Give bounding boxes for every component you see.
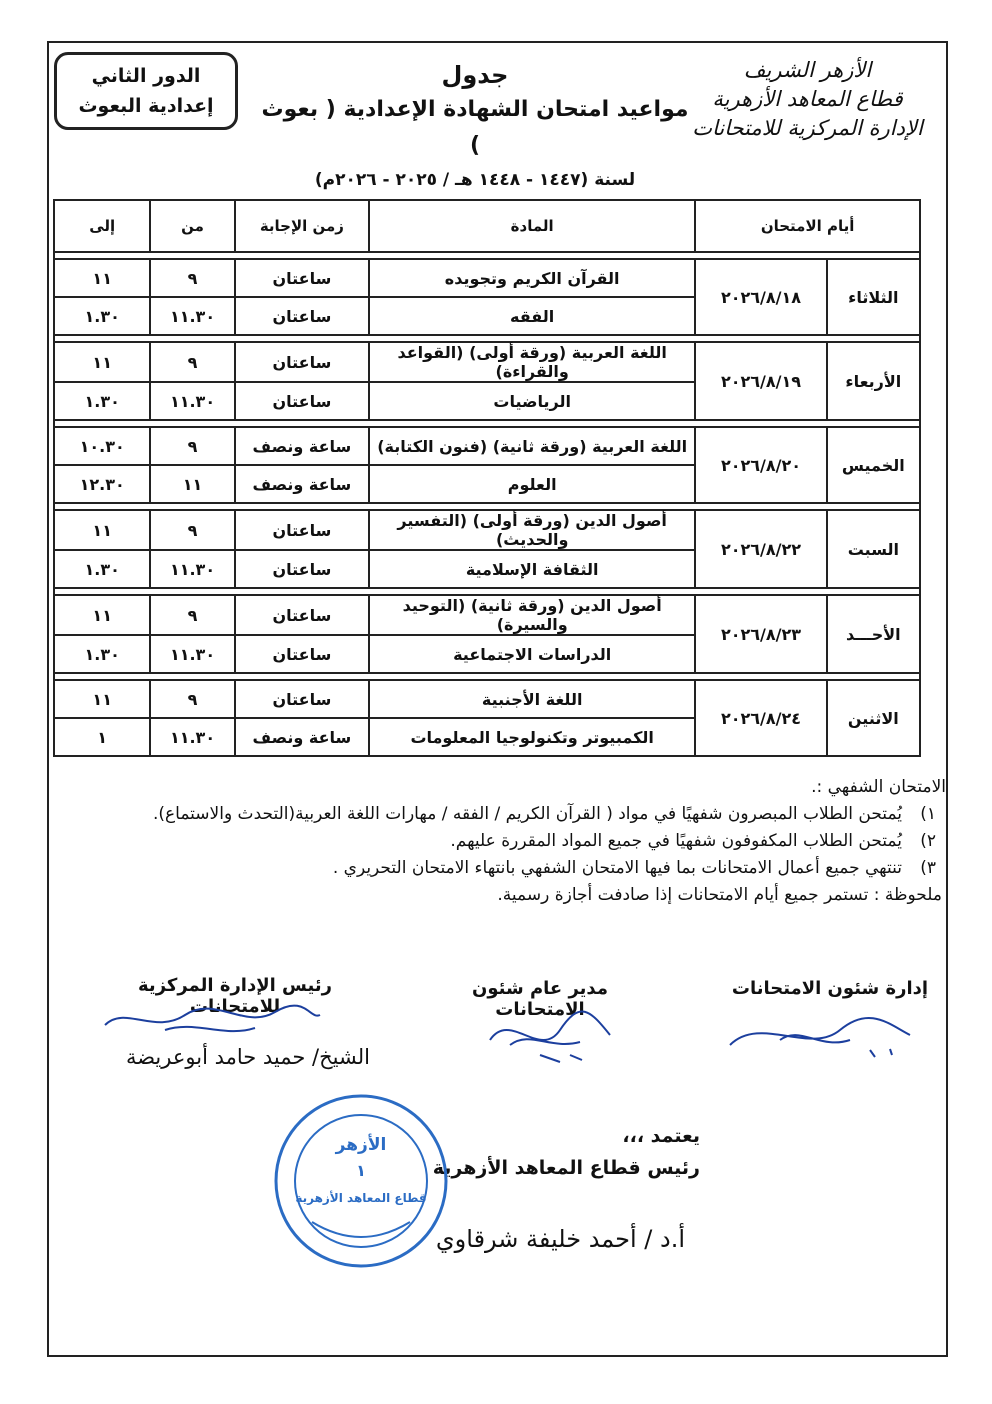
seal-middle-text: قطاع المعاهد الأزهرية [295, 1191, 427, 1205]
exam-to: ١.٣٠ [54, 297, 150, 335]
exam-duration: ساعة ونصف [235, 465, 369, 503]
exam-subject: اللغة العربية (ورقة ثانية) (فنون الكتابة) [369, 427, 695, 465]
note-item: ٣) تنتهي جميع أعمال الامتحانات بما فيها الامتحان الشفهي بانتهاء الامتحان التحريري . [332, 858, 936, 878]
table-row [54, 595, 920, 635]
exam-from: ١١.٣٠ [150, 718, 234, 756]
exam-to: ١.٣٠ [54, 382, 150, 420]
exam-from: ٩ [150, 427, 234, 465]
exam-subject: الفقه [369, 297, 695, 335]
exam-schedule-table [53, 199, 921, 757]
exam-subject: الدراسات الاجتماعية [369, 635, 695, 673]
exam-to: ١١ [54, 680, 150, 718]
row-spacer [54, 252, 920, 259]
seal-number: ١ [356, 1161, 366, 1180]
exam-from: ١١.٣٠ [150, 550, 234, 588]
exam-duration: ساعتان [235, 680, 369, 718]
exam-duration: ساعة ونصف [235, 427, 369, 465]
exam-duration: ساعتان [235, 510, 369, 550]
exam-from: ٩ [150, 342, 234, 382]
exam-subject: الرياضيات [369, 382, 695, 420]
table-row [54, 259, 920, 297]
exam-subject: الكمبيوتر وتكنولوجيا المعلومات [369, 718, 695, 756]
notes-title: الامتحان الشفهي :. [811, 777, 946, 797]
exam-duration: ساعتان [235, 595, 369, 635]
exam-duration: ساعتان [235, 635, 369, 673]
row-spacer [54, 588, 920, 595]
exam-duration: ساعتان [235, 550, 369, 588]
exam-date: ٢٠٢٦/٨/١٨ [695, 259, 826, 335]
exam-to: ١١ [54, 259, 150, 297]
exam-day: السبت [827, 510, 920, 588]
signature-general-manager: مدير عام شئون الامتحانات [472, 978, 608, 1020]
exam-date: ٢٠٢٦/٨/١٩ [695, 342, 826, 420]
row-spacer [54, 673, 920, 680]
exam-day: الأربعاء [827, 342, 920, 420]
exam-subject: اللغة الأجنبية [369, 680, 695, 718]
exam-subject: العلوم [369, 465, 695, 503]
note-item: ١) يُمتحن الطلاب المبصرون شفهيًا في مواد ( القرآن الكريم / الفقه / مهارات اللغة العربية(التحدث والاستماع). [152, 804, 936, 824]
seal-top-text: الأزهر [335, 1135, 387, 1155]
row-spacer [54, 420, 920, 427]
exam-subject: الثقافة الإسلامية [369, 550, 695, 588]
header-from: من [150, 200, 234, 252]
exam-to: ١٠.٣٠ [54, 427, 150, 465]
header-subject: المادة [369, 200, 695, 252]
table-row [54, 427, 920, 465]
exam-to: ١.٣٠ [54, 635, 150, 673]
exam-to: ١٢.٣٠ [54, 465, 150, 503]
handwritten-signature-3 [95, 1000, 325, 1045]
exam-date: ٢٠٢٦/٨/٢٠ [695, 427, 826, 503]
exam-subject: أصول الدين (ورقة أولى) (التفسير والحديث) [369, 510, 695, 550]
exam-duration: ساعتان [235, 382, 369, 420]
row-spacer [54, 335, 920, 342]
exam-stage: إعدادية البعوث [78, 95, 214, 117]
exam-date: ٢٠٢٦/٨/٢٤ [695, 680, 826, 756]
exam-duration: ساعتان [235, 259, 369, 297]
notes-remark: ملحوظة : تستمر جميع أيام الامتحانات إذا صادفت أجازة رسمية. [497, 885, 942, 905]
org-line-2: قطاع المعاهد الأزهرية [712, 87, 903, 111]
exam-from: ١١.٣٠ [150, 297, 234, 335]
exam-subject: اللغة العربية (ورقة أولى) (القواعد والقراءة) [369, 342, 695, 382]
title-line-1: جدول [441, 61, 509, 89]
handwritten-signature-2 [470, 1000, 620, 1070]
exam-from: ١١ [150, 465, 234, 503]
exam-from: ٩ [150, 595, 234, 635]
approval-label: يعتمد ،،، [622, 1125, 700, 1147]
header-to: إلى [54, 200, 150, 252]
exam-day: الخميس [827, 427, 920, 503]
exam-round: الدور الثاني [91, 65, 201, 87]
exam-round-box [54, 52, 238, 130]
title-line-2: مواعيد امتحان الشهادة الإعدادية ( بعوث ) [261, 97, 689, 158]
exam-date: ٢٠٢٦/٨/٢٣ [695, 595, 826, 673]
official-seal-stamp [272, 1092, 450, 1270]
exam-duration: ساعة ونصف [235, 718, 369, 756]
exam-subject: أصول الدين (ورقة ثانية) (التوحيد والسيرة) [369, 595, 695, 635]
exam-day: الأحـــد [827, 595, 920, 673]
exam-to: ١ [54, 718, 150, 756]
handwritten-signature-1 [720, 1005, 920, 1065]
signature-exams-affairs: إدارة شئون الامتحانات [731, 978, 929, 999]
sector-head-name: أ.د / أحمد خليفة شرقاوي [435, 1225, 685, 1253]
exam-duration: ساعتان [235, 297, 369, 335]
document-title [260, 58, 690, 196]
exam-to: ١١ [54, 595, 150, 635]
exam-date: ٢٠٢٦/٨/٢٢ [695, 510, 826, 588]
header-days: أيام الامتحان [695, 200, 920, 252]
central-head-name: الشيخ/ حميد حامد أبوعريضة [125, 1045, 370, 1069]
oral-exam-notes [100, 774, 946, 909]
organization-header [680, 56, 935, 143]
exam-from: ٩ [150, 259, 234, 297]
title-line-3: لسنة (١٤٤٧ - ١٤٤٨ هـ / ٢٠٢٥ - ٢٠٢٦م) [314, 170, 636, 190]
table-header-row [54, 200, 920, 252]
exam-from: ٩ [150, 680, 234, 718]
table-row [54, 342, 920, 382]
exam-to: ١.٣٠ [54, 550, 150, 588]
org-line-1: الأزهر الشريف [743, 58, 872, 82]
exam-day: الاثنين [827, 680, 920, 756]
exam-to: ١١ [54, 342, 150, 382]
org-line-3: الإدارة المركزية للامتحانات [692, 116, 923, 140]
table-row [54, 510, 920, 550]
header-duration: زمن الإجابة [235, 200, 369, 252]
exam-from: ١١.٣٠ [150, 635, 234, 673]
exam-from: ١١.٣٠ [150, 382, 234, 420]
exam-to: ١١ [54, 510, 150, 550]
note-item: ٢) يُمتحن الطلاب المكفوفون شفهيًا في جميع المواد المقررة عليهم. [450, 831, 936, 851]
exam-subject: القرآن الكريم وتجويده [369, 259, 695, 297]
row-spacer [54, 503, 920, 510]
table-row [54, 680, 920, 718]
exam-day: الثلاثاء [827, 259, 920, 335]
signature-central-head: رئيس الإدارة المركزية للامتحانات [138, 975, 332, 1017]
sector-head-title: رئيس قطاع المعاهد الأزهرية [432, 1157, 700, 1179]
exam-from: ٩ [150, 510, 234, 550]
exam-duration: ساعتان [235, 342, 369, 382]
